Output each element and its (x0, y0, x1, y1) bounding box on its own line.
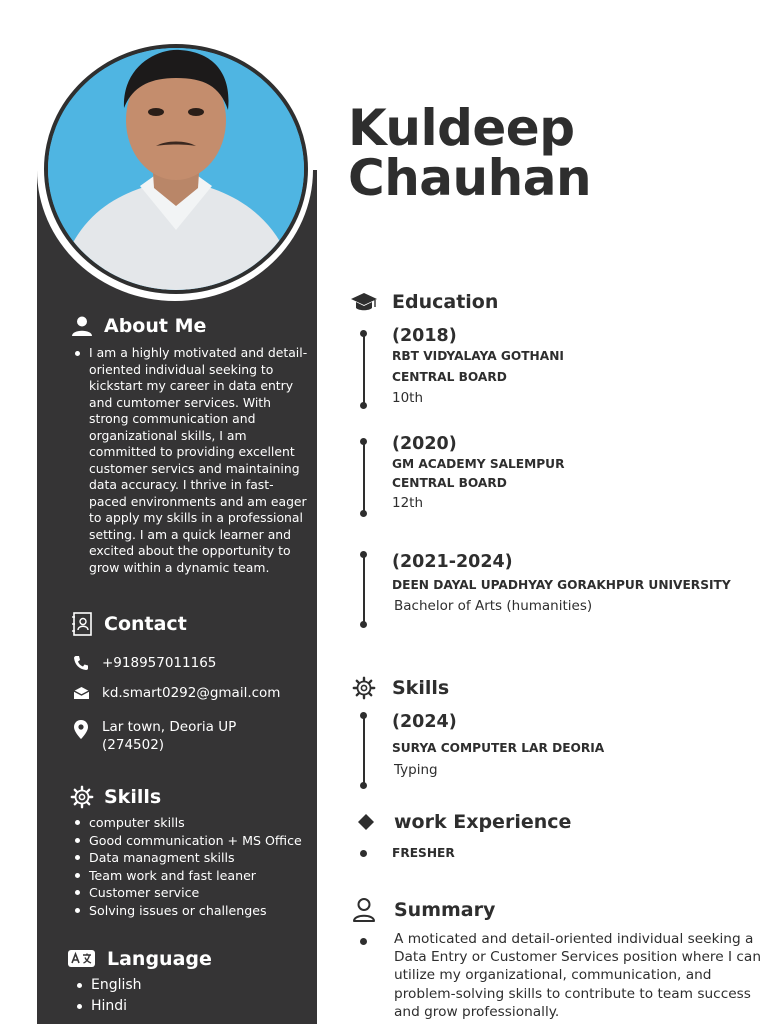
side-skill-item: Team work and fast leaner (70, 867, 310, 885)
first-name: Kuldeep (348, 99, 575, 157)
side-skill-item: Data managment skills (70, 849, 310, 867)
entry-year: (2018) (392, 326, 457, 346)
mail-icon (72, 684, 90, 702)
location-pin-icon (72, 720, 90, 738)
timeline-dot (360, 850, 367, 857)
work-heading (352, 808, 571, 836)
work-item: FRESHER (392, 846, 455, 860)
side-skills-heading-label: Skills (104, 786, 162, 808)
entry-org: GM ACADEMY SALEMPUR (392, 457, 565, 471)
timeline-dot (360, 510, 367, 517)
language-item: Hindi (72, 996, 142, 1017)
side-skills-heading (70, 785, 161, 809)
timeline-dot (360, 621, 367, 628)
entry-org: RBT VIDYALAYA GOTHANI (392, 349, 564, 363)
entry-board: CENTRAL BOARD (392, 476, 507, 490)
profile-photo-art (48, 48, 304, 290)
timeline-line (363, 334, 365, 406)
education-heading-label: Education (392, 291, 499, 313)
entry-detail: 10th (392, 390, 424, 406)
about-paragraph: I am a highly motivated and detail-oriented individual seeking to kickstart my career in data entry and cumtomer services. With strong communication and organizational skills, I am committed to providing excellent customer servics and maintaining data accuracy. I thrive in fast-paced environments and am eager to apply my skills in a professional setting. I am a quick learner and excited about the opportunity to grow within a dynamic team. (70, 345, 310, 576)
contact-heading (70, 612, 187, 636)
summary-heading (350, 896, 495, 924)
contact-email (72, 684, 280, 702)
contact-book-icon (70, 612, 94, 636)
work-heading-label: work Experience (394, 811, 572, 833)
diamond-icon (352, 808, 380, 836)
person-outline-icon (350, 896, 378, 924)
entry-detail: Typing (394, 762, 438, 778)
skills-entry (392, 711, 604, 781)
about-text (70, 345, 310, 576)
entry-org: DEEN DAYAL UPADHYAY GORAKHPUR UNIVERSITY (392, 578, 731, 592)
contact-phone (72, 654, 216, 672)
education-entry (392, 433, 564, 514)
address-text (102, 718, 236, 754)
timeline-dot (360, 938, 367, 945)
side-skill-item: Solving issues or challenges (70, 902, 310, 920)
education-heading (350, 288, 498, 316)
side-skill-item: Good communication + MS Office (70, 832, 310, 850)
work-entry (392, 844, 455, 863)
skills-heading-label: Skills (392, 677, 450, 699)
side-skill-item: Customer service (70, 884, 310, 902)
summary-text: A moticated and detail-oriented individual seeking a Data Entry or Customer Services position where I can utilize my organizational, communication, and problem-solving skills to contribute to team success and grow professionally. (394, 931, 761, 1020)
contact-heading-label: Contact (104, 613, 187, 635)
skills-heading (350, 674, 449, 702)
gear-icon (70, 785, 94, 809)
last-name: Chauhan (348, 149, 592, 207)
contact-address (72, 718, 236, 754)
email-text: kd.smart0292@gmail.com (102, 685, 281, 701)
profile-photo (44, 44, 308, 294)
timeline-line (363, 442, 365, 514)
language-item: English (72, 975, 142, 996)
language-list (72, 975, 142, 1016)
about-heading-label: About Me (104, 315, 207, 337)
side-skill-item: computer skills (70, 814, 310, 832)
graduation-cap-icon (350, 288, 378, 316)
address-line-2: (274502) (102, 737, 165, 753)
entry-year: (2024) (392, 712, 457, 732)
full-name (348, 99, 592, 207)
timeline-line (363, 716, 365, 786)
entry-board: CENTRAL BOARD (392, 370, 507, 384)
address-line-1: Lar town, Deoria UP (102, 719, 237, 735)
education-entry (392, 551, 731, 617)
gear-icon (350, 674, 378, 702)
language-heading (68, 947, 212, 971)
entry-detail: 12th (392, 495, 424, 511)
phone-icon (72, 654, 90, 672)
translate-icon (68, 947, 96, 971)
entry-detail: Bachelor of Arts (humanities) (394, 598, 593, 614)
timeline-dot (360, 782, 367, 789)
summary-heading-label: Summary (394, 899, 496, 921)
entry-year: (2020) (392, 434, 457, 454)
side-skills-list (70, 814, 310, 919)
timeline-dot (360, 402, 367, 409)
about-heading (70, 314, 206, 338)
timeline-line (363, 555, 365, 625)
education-entry (392, 325, 564, 409)
entry-org: SURYA COMPUTER LAR DEORIA (392, 741, 605, 755)
user-icon (70, 314, 94, 338)
entry-year: (2021-2024) (392, 552, 513, 572)
language-heading-label: Language (107, 948, 212, 970)
phone-text: +918957011165 (102, 655, 217, 671)
